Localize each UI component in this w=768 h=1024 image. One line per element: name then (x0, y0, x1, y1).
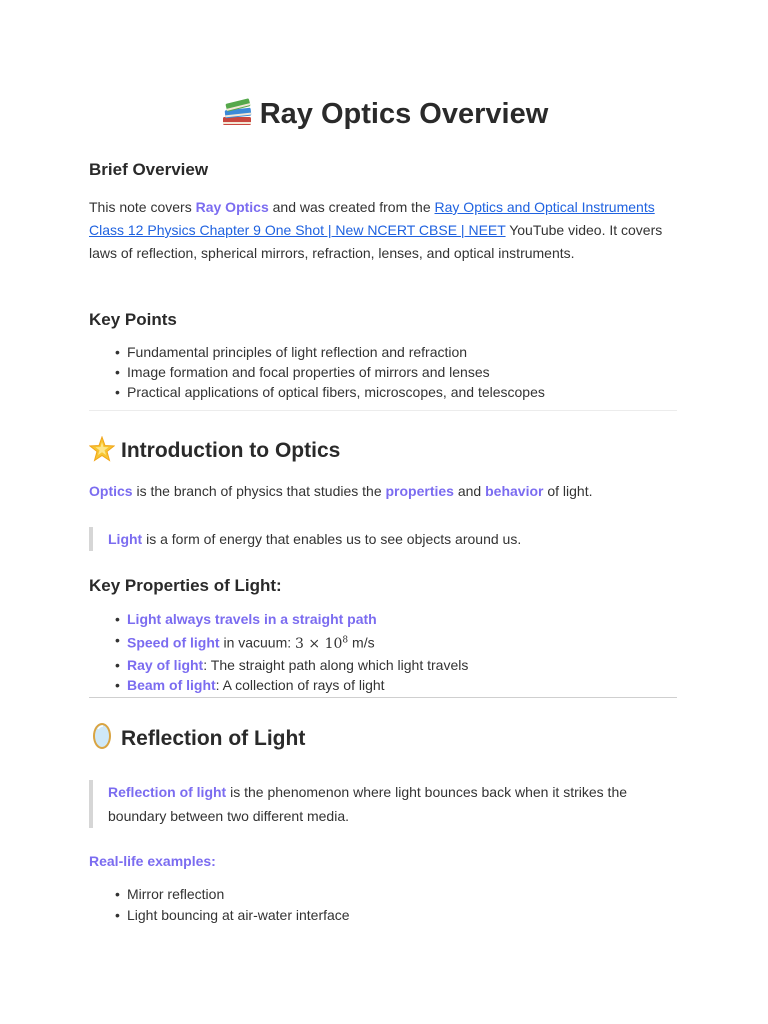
formula-base: 3 × 10 (295, 635, 343, 652)
text-run: is the branch of physics that studies the (132, 483, 386, 499)
text-run: m/s (348, 634, 375, 651)
text-run: This note covers (89, 199, 196, 215)
key-points-heading: Key Points (89, 310, 177, 329)
reflection-heading-text: Reflection of Light (121, 727, 306, 750)
brief-overview-heading: Brief Overview (89, 160, 209, 179)
books-icon (220, 95, 254, 142)
list-item: • Mirror reflection (89, 884, 679, 905)
reflection-heading (89, 722, 305, 755)
text-run: and was created from the (268, 199, 435, 215)
highlight-beam-of-light: Beam of light (127, 676, 216, 693)
text-run: in vacuum: (219, 634, 296, 651)
divider (89, 697, 677, 698)
text-run: is a form of energy that enables us to see objects around us. (142, 531, 522, 547)
page-title (0, 92, 768, 142)
highlight-properties: properties (385, 483, 454, 499)
list-item: • Practical applications of optical fibers, microscopes, and telescopes (89, 382, 679, 402)
text-run: of light. (543, 483, 593, 499)
text-run: : The straight path along which light travels (203, 656, 469, 673)
list-item (89, 609, 679, 629)
light-properties-list (89, 609, 679, 695)
text-run: : A collection of rays of light (215, 676, 385, 693)
text-run: is the phenomenon where light bounces back when it strikes the boundary between two different media. (108, 784, 628, 824)
examples-list (89, 884, 679, 926)
list-item (89, 629, 679, 655)
key-properties-heading: Key Properties of Light: (89, 576, 282, 595)
text-run: and (453, 483, 486, 499)
page-title-text: Ray Optics Overview (259, 98, 549, 130)
glowing-star-icon (89, 436, 115, 462)
youtube-video-link[interactable]: Ray Optics and Optical Instruments Class 12 Physics Chapter 9 One Shot | New NCERT CBSE | NEET (89, 199, 655, 238)
highlight-speed-of-light: Speed of light (127, 634, 220, 651)
list-item: • Light bouncing at air-water interface (89, 905, 679, 926)
highlight-reflection: Reflection of light (108, 784, 227, 800)
real-life-examples-heading (89, 850, 216, 872)
list-item (89, 675, 679, 695)
text-run: YouTube video. It covers laws of reflection, spherical mirrors, refraction, lenses, and optical instruments. (89, 222, 663, 261)
intro-heading-text: Introduction to Optics (121, 439, 341, 462)
intro-heading (89, 435, 340, 467)
light-definition-quote (89, 527, 677, 551)
reflection-definition-quote (89, 780, 677, 828)
formula-exponent: 8 (342, 635, 349, 645)
brief-overview-paragraph (89, 196, 671, 265)
real-life-examples-label: Real-life examples: (89, 853, 216, 869)
highlight-straight-path: Light always travels in a straight path (127, 611, 377, 627)
key-points-list (89, 342, 679, 402)
optics-definition (89, 480, 671, 503)
list-item (89, 655, 679, 675)
highlight-ray-optics: Ray Optics (195, 199, 269, 215)
list-item: • Image formation and focal properties of mirrors and lenses (89, 362, 679, 382)
highlight-optics: Optics (89, 483, 133, 499)
list-item: • Fundamental principles of light reflection and refraction (89, 342, 679, 362)
mirror-icon (89, 722, 115, 748)
highlight-ray-of-light: Ray of light (127, 656, 204, 673)
highlight-behavior: behavior (485, 483, 544, 499)
speed-formula (295, 636, 348, 652)
divider (89, 410, 677, 411)
highlight-light: Light (108, 531, 143, 547)
